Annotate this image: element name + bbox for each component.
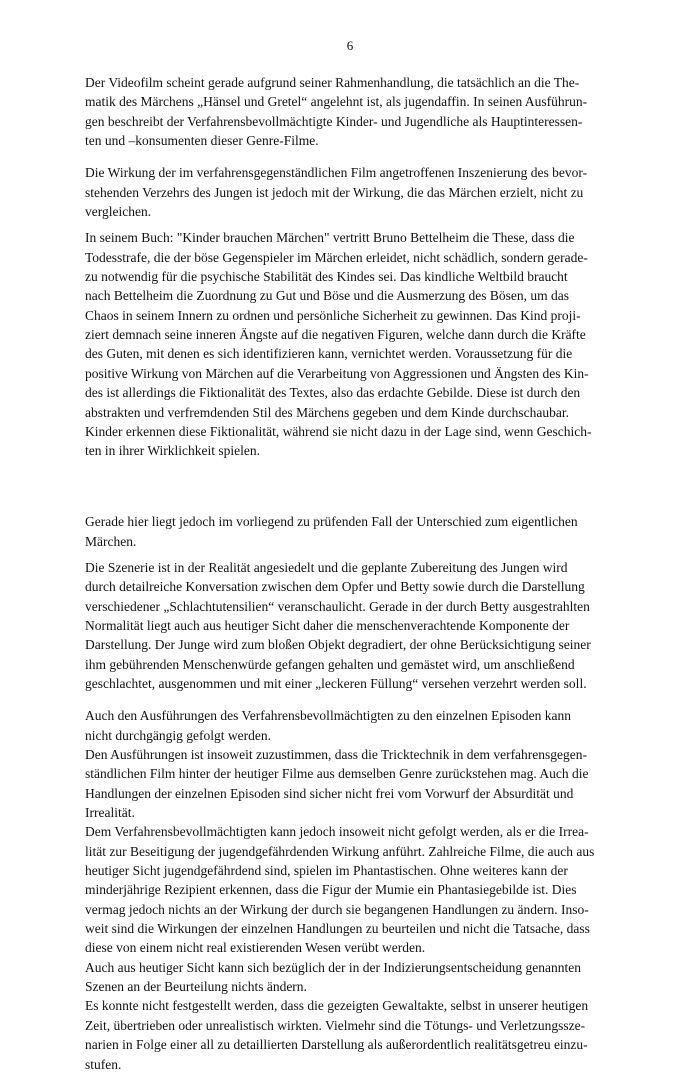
text-line: Die Szenerie ist in der Realität angesiedelt und die geplante Zubereitung des Jungen wird <box>85 559 568 575</box>
text-line: lität zur Beseitigung der jugendgefährdenden Wirkung anführt. Zahlreiche Filme, die auch aus <box>85 843 595 859</box>
text-line: zu notwendig für die psychische Stabilität des Kindes sei. Das kindliche Weltbild braucht <box>85 269 568 285</box>
text-line: ständlichen Film hinter der heutiger Filme aus demselben Genre zurückstehen mag. Auch die <box>85 766 589 782</box>
paragraph-6 <box>85 706 625 1074</box>
text-line: nicht durchgängig gefolgt werden. <box>85 727 271 743</box>
text-line: heutiger Sicht jugendgefährdend sind, spielen im Phantastischen. Ohne weiteres kann der <box>85 863 568 879</box>
text-line: des ist allerdings die Fiktionalität des Textes, also das erdachte Gebilde. Diese ist durch den <box>85 385 581 401</box>
text-line: stehenden Verzehrs des Jungen ist jedoch mit der Wirkung, die das Märchen erzielt, nicht zu <box>85 184 584 200</box>
text-line: Märchen. <box>85 533 137 549</box>
paragraph-1 <box>85 73 625 150</box>
text-line: Auch aus heutiger Sicht kann sich bezüglich der in der Indizierungsentscheidung genannten <box>85 959 581 975</box>
text-line: In seinem Buch: "Kinder brauchen Märchen" vertritt Bruno Bettelheim die These, dass die <box>85 230 575 246</box>
text-line <box>85 461 625 480</box>
text-line: Auch den Ausführungen des Verfahrensbevollmächtigten zu den einzelnen Episoden kann <box>85 708 571 724</box>
text-line: Dem Verfahrensbevollmächtigten kann jedoch insoweit nicht gefolgt werden, als er die Irrea- <box>85 824 589 840</box>
text-line: stufen. <box>85 1056 122 1072</box>
text-line: Die Wirkung der im verfahrensgegenständlichen Film angetroffenen Inszenierung des bevor- <box>85 165 588 181</box>
text-line <box>85 480 625 499</box>
text-line: Darstellung. Der Junge wird zum bloßen Objekt degradiert, der ohne Berücksichtigung seiner <box>85 637 591 653</box>
text-line: positive Wirkung von Märchen auf die Verarbeitung von Aggressionen und Ängsten des Kin- <box>85 365 589 381</box>
text-line: nach Bettelheim die Zuordnung zu Gut und Böse und die Ausmerzung des Bösen, um das <box>85 288 570 304</box>
text-line: Szenen an der Beurteilung nichts ändern. <box>85 979 307 995</box>
text-line: minderjährige Rezipient erkennen, dass die Figur der Mumie ein Phantasiegebilde ist. Dies <box>85 882 577 898</box>
text-line: ten und –konsumenten dieser Genre-Filme. <box>85 133 319 149</box>
text-line: Normalität liegt auch aus heutiger Sicht daher die menschenverachtende Komponente der <box>85 617 570 633</box>
text-line: Zeit, übertrieben oder unrealistisch wirkten. Vielmehr sind die Tötungs- und Verletzungssze- <box>85 1017 586 1033</box>
text-line: Chaos in seinem Innern zu ordnen und persönliche Sicherheit zu gewinnen. Das Kind proji- <box>85 307 581 323</box>
text-line: Todesstrafe, die der böse Gegenspieler im Märchen erleidet, nicht schädlich, sondern gerade- <box>85 249 588 265</box>
text-line: Gerade hier liegt jedoch im vorliegend zu prüfenden Fall der Unterschied zum eigentlichen <box>85 514 578 530</box>
document-body <box>85 73 625 1074</box>
paragraph-2 <box>85 163 625 221</box>
text-line: des Guten, mit denen es sich identifizieren kann, vernichtet werden. Voraussetzung für die <box>85 346 573 362</box>
text-line: Handlungen der einzelnen Episoden sind sicher nicht frei vom Vorwurf der Absurdität und <box>85 785 574 801</box>
text-line: ten in ihrer Wirklichkeit spielen. <box>85 443 261 459</box>
text-line: durch detailreiche Konversation zwischen dem Opfer und Betty sowie durch die Darstellung <box>85 579 585 595</box>
paragraph-4 <box>85 512 625 551</box>
text-line: Kinder erkennen diese Fiktionalität, während sie nicht dazu in der Lage sind, wenn Geschich- <box>85 423 592 439</box>
text-line: diese von einem nicht real existierenden Wesen verübt werden. <box>85 940 426 956</box>
text-line: weit sind die Wirkungen der einzelnen Handlungen zu beurteilen und nicht die Tatsache, dass <box>85 921 590 937</box>
text-line: narien in Folge einer all zu detaillierten Darstellung als außerordentlich realitätsgetreu einzu- <box>85 1037 588 1053</box>
text-line: Den Ausführungen ist insoweit zuzustimmen, dass die Tricktechnik in dem verfahrensgegen- <box>85 747 588 762</box>
paragraph-5 <box>85 558 625 693</box>
text-line: verschiedener „Schlachtutensilien“ veranschaulicht. Gerade in der durch Betty ausgestrahlten <box>85 598 590 614</box>
text-line: gen beschreibt der Verfahrensbevollmächtigte Kinder- und Jugendliche als Hauptinteressen- <box>85 113 583 129</box>
text-line: ihm gebührenden Menschenwürde gefangen gehalten und gemästet wird, um anschließend <box>85 656 575 672</box>
text-line: vergleichen. <box>85 204 152 220</box>
text-line: abstrakten und verfremdenden Stil des Märchens gegeben und dem Kinde durchschaubar. <box>85 404 569 420</box>
page-number: 6 <box>346 38 354 53</box>
text-line: ziert demnach seine inneren Ängste auf die negativen Figuren, welche dann durch die Kräfte <box>85 327 586 343</box>
paragraph-3 <box>85 228 625 499</box>
text-line: matik des Märchens „Hänsel und Gretel“ angelehnt ist, als jugendaffin. In seinen Ausführun- <box>85 94 588 110</box>
text-line: vermag jedoch nichts an der Wirkung der durch sie begangenen Handlungen zu ändern. Inso- <box>85 901 589 917</box>
text-line: Es konnte nicht festgestellt werden, dass die gezeigten Gewaltakte, selbst in unserer heutigen <box>85 998 589 1014</box>
text-line: Der Videofilm scheint gerade aufgrund seiner Rahmenhandlung, die tatsächlich an die The- <box>85 75 580 90</box>
text-line: Irrealität. <box>85 805 135 821</box>
text-line: geschlachtet, ausgenommen und mit einer „leckeren Füllung“ versehen verzehrt werden soll. <box>85 675 587 691</box>
